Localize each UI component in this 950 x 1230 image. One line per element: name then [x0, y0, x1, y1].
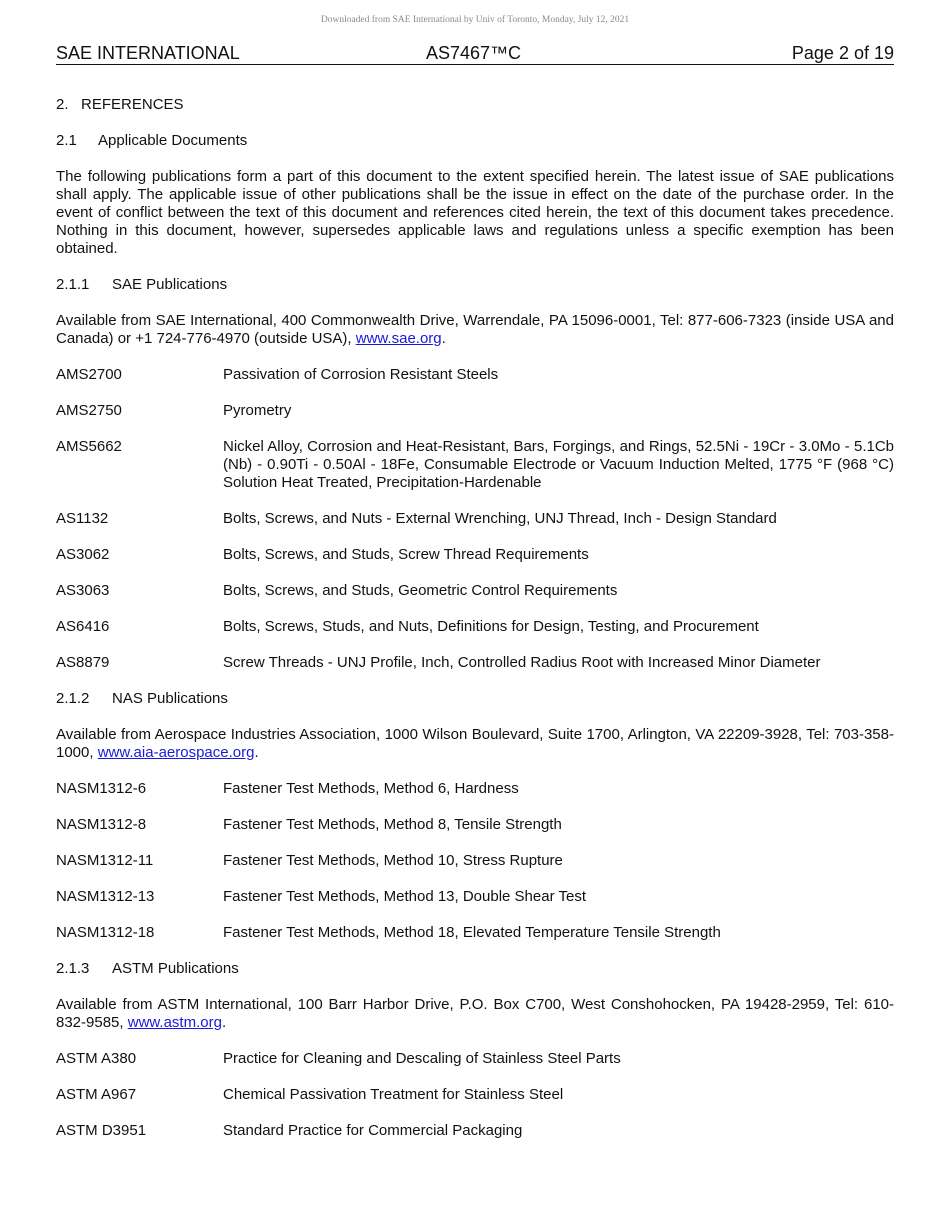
availability-paragraph [56, 726, 894, 762]
reference-row [56, 582, 894, 600]
section-number: 2. [56, 96, 69, 113]
reference-title: Practice for Cleaning and Descaling of Stainless Steel Parts [223, 1050, 621, 1067]
sentence-period: . [221, 1014, 227, 1031]
reference-code: AS3062 [56, 546, 110, 563]
publisher-website-link[interactable]: www.sae.org [355, 330, 442, 347]
reference-title: Fastener Test Methods, Method 6, Hardness [223, 780, 519, 797]
availability-text: Available from ASTM International, 100 Barr Harbor Drive, P.O. Box C700, West Conshohocken, PA 19428-2959, Tel: 610-832-9585, [56, 996, 894, 1031]
reference-code: AS8879 [56, 654, 110, 671]
reference-title: Bolts, Screws, and Nuts - External Wrenching, UNJ Thread, Inch - Design Standard [223, 510, 777, 527]
reference-row [56, 780, 894, 798]
group-heading [56, 960, 894, 978]
reference-groups [56, 276, 894, 1140]
section-heading [56, 96, 894, 114]
reference-title: Bolts, Screws, Studs, and Nuts, Definitions for Design, Testing, and Procurement [223, 618, 759, 635]
reference-title: Chemical Passivation Treatment for Stainless Steel [223, 1086, 564, 1103]
group-title: ASTM Publications [112, 960, 239, 977]
reference-code: NASM1312-13 [56, 888, 155, 905]
reference-row [56, 366, 894, 384]
group-number: 2.1.2 [56, 690, 90, 707]
group-title: NAS Publications [112, 690, 228, 707]
publisher-website-link[interactable]: www.astm.org [127, 1014, 222, 1031]
reference-code: AMS5662 [56, 438, 122, 455]
header-doc-id: AS7467™C [426, 43, 522, 63]
reference-title: Bolts, Screws, and Studs, Screw Thread Requirements [223, 546, 589, 563]
reference-code: AS1132 [56, 510, 109, 527]
download-watermark: Downloaded from SAE International by Univ of Toronto, Monday, July 12, 2021 [320, 15, 630, 25]
group-number: 2.1.1 [56, 276, 90, 293]
applicable-documents-paragraph: The following publications form a part of this document to the extent specified herein. The latest issue of SAE publications shall apply. The applicable issue of other publications shall be the issue in effect on the date of the purchase order. In the event of conflict between the text of this document and references cited herein, the text of this document takes precedence. Nothing in this document, however, supersedes applicable laws and regulations unless a specific exemption has been obtained. [56, 168, 894, 257]
availability-text: Available from Aerospace Industries Association, 1000 Wilson Boulevard, Suite 1700, Arlington, VA 22209-3928, Tel: 703-358-1000, [56, 726, 894, 761]
reference-row [56, 1050, 894, 1068]
reference-code: AMS2750 [56, 402, 122, 419]
reference-code: NASM1312-6 [56, 780, 147, 797]
reference-row [56, 402, 894, 420]
reference-title: Nickel Alloy, Corrosion and Heat-Resistant, Bars, Forgings, and Rings, 52.5Ni - 19Cr - 3.0Mo - 5.1Cb (Nb) - 0.90Ti - 0.50Al - 18Fe, Consumable Electrode or Vacuum Induction Melted, 1775 °F (968 °C) Solution Heat Treated, Precipitation-Hardenable [223, 438, 894, 491]
document-body [56, 96, 894, 1158]
reference-row [56, 618, 894, 636]
subsection-heading [56, 132, 894, 150]
availability-paragraph [56, 996, 894, 1032]
section-title: REFERENCES [81, 96, 184, 113]
availability-text: Available from SAE International, 400 Commonwealth Drive, Warrendale, PA 15096-0001, Tel: 877-606-7323 (inside USA and Canada) or +1 724-776-4970 (outside USA), [56, 312, 894, 347]
reference-row [56, 924, 894, 942]
group-number: 2.1.3 [56, 960, 90, 977]
subsection-title: Applicable Documents [98, 132, 248, 149]
reference-code: ASTM D3951 [56, 1122, 147, 1139]
reference-code: ASTM A380 [56, 1050, 137, 1067]
reference-code: NASM1312-8 [56, 816, 147, 833]
subsection-number: 2.1 [56, 132, 77, 149]
reference-row [56, 816, 894, 834]
reference-row [56, 1086, 894, 1104]
header-org: SAE INTERNATIONAL [56, 43, 240, 63]
sentence-period: . [441, 330, 446, 347]
reference-code: AMS2700 [56, 366, 122, 383]
reference-row [56, 546, 894, 564]
reference-title: Fastener Test Methods, Method 18, Elevated Temperature Tensile Strength [223, 924, 721, 941]
reference-code: AS3063 [56, 582, 110, 599]
reference-title: Passivation of Corrosion Resistant Steels [223, 366, 499, 383]
reference-row [56, 654, 894, 672]
sentence-period: . [254, 744, 259, 761]
reference-title: Bolts, Screws, and Studs, Geometric Control Requirements [223, 582, 618, 599]
reference-code: AS6416 [56, 618, 110, 635]
reference-row [56, 1122, 894, 1140]
reference-code: NASM1312-11 [56, 852, 154, 869]
reference-row [56, 852, 894, 870]
reference-code: ASTM A967 [56, 1086, 137, 1103]
publisher-website-link[interactable]: www.aia-aerospace.org [97, 744, 255, 761]
group-heading [56, 690, 894, 708]
reference-title: Fastener Test Methods, Method 8, Tensile Strength [223, 816, 562, 833]
group-heading [56, 276, 894, 294]
header-page-number: Page 2 of 19 [791, 43, 894, 63]
reference-title: Fastener Test Methods, Method 13, Double Shear Test [223, 888, 586, 905]
availability-paragraph [56, 312, 894, 348]
reference-title: Standard Practice for Commercial Packaging [223, 1122, 523, 1139]
page-header [56, 43, 894, 65]
reference-title: Pyrometry [223, 402, 292, 419]
reference-row [56, 888, 894, 906]
group-title: SAE Publications [112, 276, 228, 293]
reference-code: NASM1312-18 [56, 924, 155, 941]
reference-row [56, 438, 894, 492]
reference-row [56, 510, 894, 528]
reference-title: Fastener Test Methods, Method 10, Stress Rupture [223, 852, 563, 869]
reference-title: Screw Threads - UNJ Profile, Inch, Controlled Radius Root with Increased Minor Diameter [223, 654, 821, 671]
